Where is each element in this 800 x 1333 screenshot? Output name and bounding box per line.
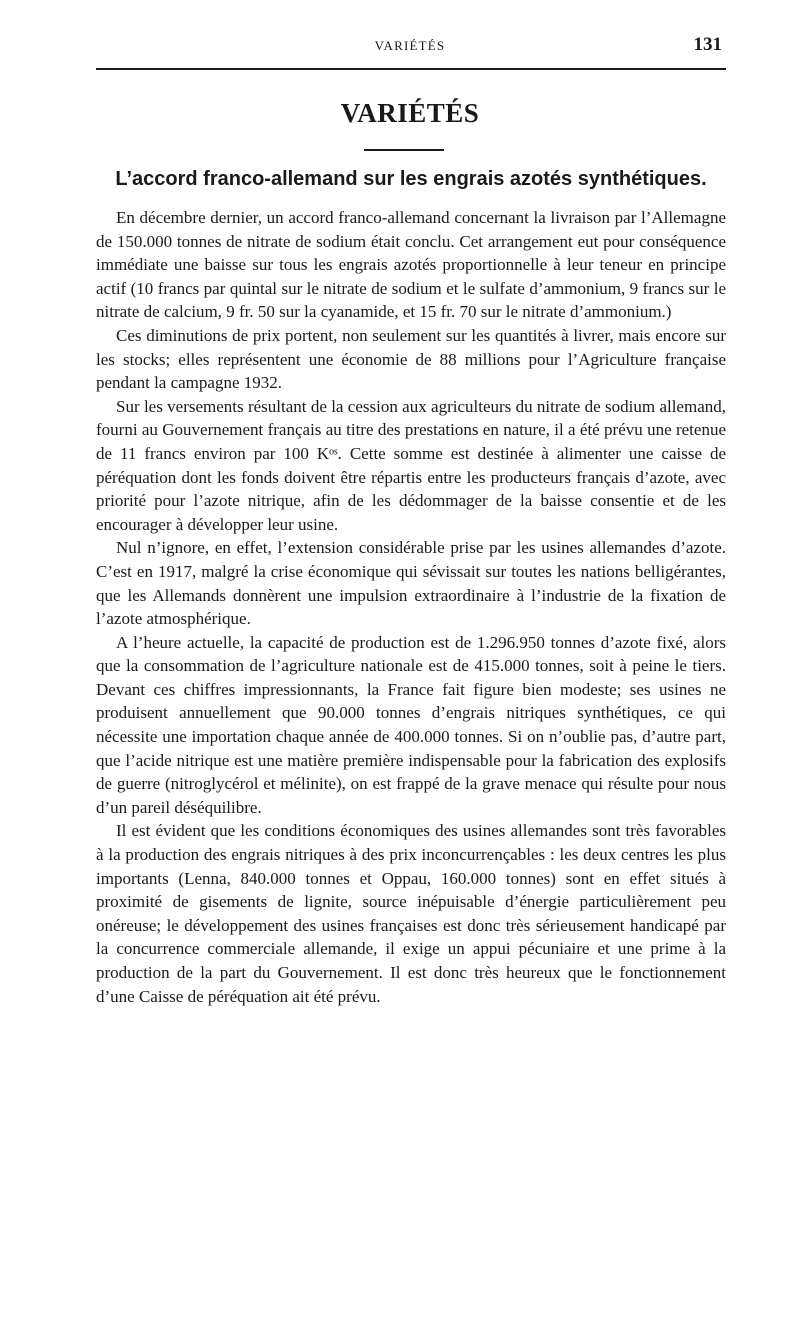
running-title: VARIÉTÉS [374, 38, 446, 53]
title-divider [364, 149, 444, 151]
header-rule [96, 68, 726, 70]
running-header [96, 34, 724, 58]
article-body [96, 206, 726, 1008]
paragraph: Sur les versements résultant de la cession aux agriculteurs du nitrate de sodium allemand, fourni au Gouvernement français au titre des prestations en nature, il a été prévu une retenue de 11 francs environ par 100 Kᵒˢ. Cette somme est destinée à alimenter une caisse de péréquation dont les fonds doivent être répartis entre les producteurs français d’azote, avec priorité pour l’azote nitrique, afin de les dédommager de la baisse consentie et de les encourager à développer leur usine. [96, 396, 726, 534]
section-title: VARIÉTÉS [340, 98, 480, 128]
paragraph: Ces diminutions de prix portent, non seulement sur les quantités à livrer, mais encore sur les stocks; elles représentent une économie de 88 millions pour l’Agriculture française pendant la campagne 1932. [96, 325, 726, 393]
article-title: L’accord franco-allemand sur les engrais azotés synthétiques. [115, 168, 707, 190]
paragraph: Il est évident que les conditions économiques des usines allemandes sont très favorables à la production des engrais nitriques à des prix inconcurrençables : les deux centres les plus importants (Lenna, 840.000 tonnes et Oppau, 160.000 tonnes) sont en effet situés à proximité de gisements de lignite, source inépuisable d’énergie particulièrement peu onéreuse; le développement des usines françaises est donc très sérieusement handicapé par la concurrence commerciale allemande, il exige un appui pécuniaire et une prime à la production de la part du Gouvernement. Il est donc très heureux que le fonctionnement d’une Caisse de péréquation ait été prévu. [96, 821, 726, 1006]
paragraph: A l’heure actuelle, la capacité de production est de 1.296.950 tonnes d’azote fixé, alors que la consommation de l’agriculture nationale est de 415.000 tonnes, soit à peine le tiers. Devant ces chiffres impressionnants, la France fait figure bien modeste; ses usines ne produisent annuellement que 90.000 tonnes d’engrais nitriques synthétiques, ce qui nécessite une importation chaque année de 400.000 tonnes. Si on n’oublie pas, d’autre part, que l’acide nitrique est une matière première indispensable pour la fabrication des explosifs de guerre (nitroglycérol et mélinite), on est frappé de la grave menace qui résulte pour nous d’un pareil déséquilibre. [96, 632, 726, 817]
page-number: 131 [693, 34, 722, 55]
paragraph: Nul n’ignore, en effet, l’extension considérable prise par les usines allemandes d’azote. C’est en 1917, malgré la crise économique qui sévissait sur toutes les nations belligérantes, que les Allemands donnèrent une impulsion extraordinaire à l’industrie de la fixation de l’azote atmosphérique. [96, 538, 726, 629]
paragraph: En décembre dernier, un accord franco-allemand concernant la livraison par l’Allemagne de 150.000 tonnes de nitrate de sodium était conclu. Cet arrangement eut pour conséquence immédiate une baisse sur tous les engrais azotés proportionnelle à leur teneur en principe actif (10 francs par quintal sur le nitrate de sodium et le sulfate d’ammonium, 9 francs sur le nitrate de calcium, 9 fr. 50 sur la cyanamide, et 15 fr. 70 sur le nitrate d’ammonium.) [96, 208, 726, 322]
